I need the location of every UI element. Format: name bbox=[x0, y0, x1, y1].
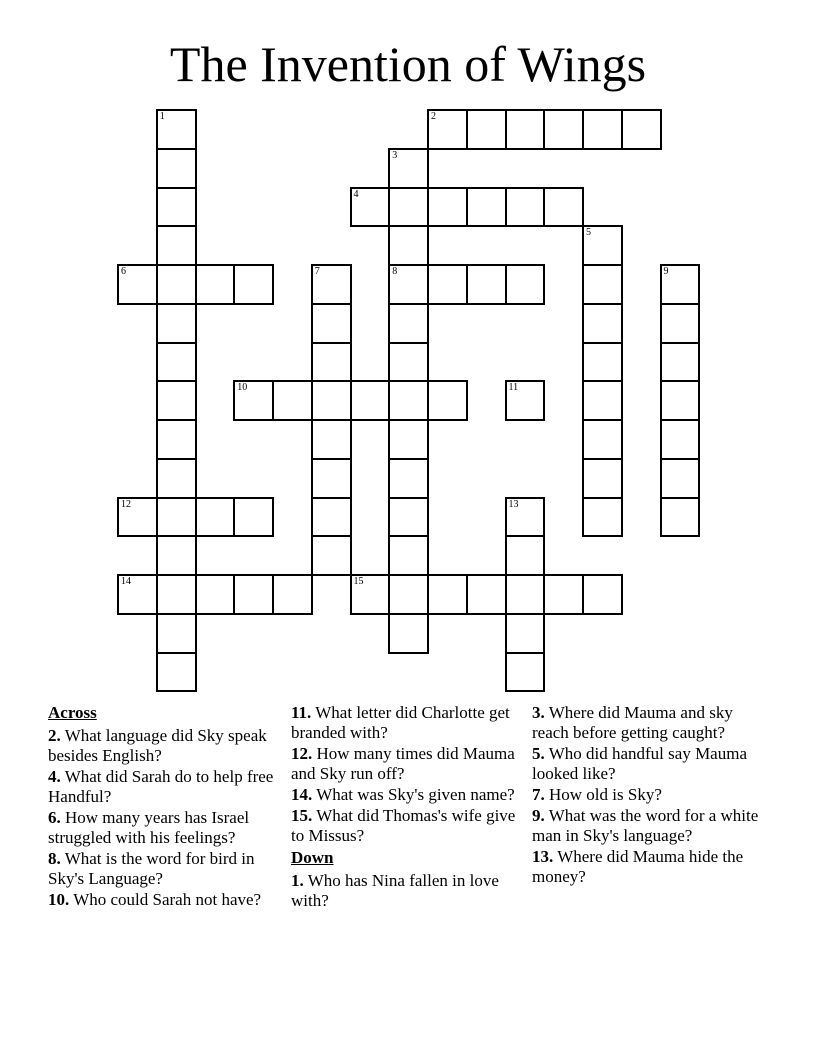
grid-cell[interactable] bbox=[233, 574, 274, 615]
grid-cell[interactable] bbox=[388, 419, 429, 460]
grid-cell[interactable] bbox=[427, 264, 468, 305]
clue-item-text: How old is Sky? bbox=[549, 785, 662, 804]
grid-cell[interactable] bbox=[388, 613, 429, 654]
grid-cell[interactable] bbox=[466, 187, 507, 228]
grid-cell[interactable] bbox=[156, 497, 197, 538]
grid-cell[interactable] bbox=[156, 264, 197, 305]
grid-cell[interactable] bbox=[195, 497, 236, 538]
crossword-grid bbox=[118, 110, 700, 692]
grid-cell[interactable] bbox=[311, 380, 352, 421]
grid-cell[interactable] bbox=[117, 497, 158, 538]
grid-cell[interactable] bbox=[427, 380, 468, 421]
clue-number: 2 bbox=[431, 111, 436, 122]
grid-cell[interactable] bbox=[660, 342, 701, 383]
grid-cell[interactable] bbox=[621, 109, 662, 150]
clue-item bbox=[291, 703, 526, 743]
grid-cell[interactable] bbox=[156, 574, 197, 615]
grid-cell[interactable] bbox=[582, 225, 623, 266]
grid-cell[interactable] bbox=[427, 574, 468, 615]
grid-cell[interactable] bbox=[660, 458, 701, 499]
clue-item-number: 15. bbox=[291, 806, 313, 825]
across-list-cont bbox=[291, 703, 526, 846]
grid-cell[interactable] bbox=[388, 342, 429, 383]
clue-item-number: 4. bbox=[48, 767, 61, 786]
grid-cell[interactable] bbox=[311, 497, 352, 538]
clue-item bbox=[291, 785, 526, 805]
clue-item-number: 1. bbox=[291, 871, 304, 890]
grid-cell[interactable] bbox=[350, 380, 391, 421]
grid-cell[interactable] bbox=[156, 187, 197, 228]
grid-cell[interactable] bbox=[505, 380, 546, 421]
grid-cell[interactable] bbox=[505, 535, 546, 576]
grid-cell[interactable] bbox=[582, 380, 623, 421]
grid-cell[interactable] bbox=[660, 264, 701, 305]
grid-cell[interactable] bbox=[582, 574, 623, 615]
clue-number: 9 bbox=[663, 266, 669, 277]
grid-cell[interactable] bbox=[388, 148, 429, 189]
grid-cell[interactable] bbox=[505, 187, 546, 228]
grid-cell[interactable] bbox=[311, 458, 352, 499]
grid-cell[interactable] bbox=[156, 109, 197, 150]
clue-item-text: What did Thomas's wife give to Missus? bbox=[291, 806, 516, 845]
clue-item bbox=[291, 806, 526, 846]
clue-item-number: 7. bbox=[532, 785, 545, 804]
grid-cell[interactable] bbox=[156, 380, 197, 421]
grid-cell[interactable] bbox=[543, 187, 584, 228]
clue-item-text: What is the word for bird in Sky's Language? bbox=[48, 849, 255, 888]
clue-number: 12 bbox=[121, 498, 131, 510]
down-list-cont bbox=[532, 703, 767, 887]
grid-cell[interactable] bbox=[505, 109, 546, 150]
clue-item-text: What did Sarah do to help free Handful? bbox=[48, 767, 274, 806]
clue-item bbox=[532, 847, 767, 887]
grid-cell[interactable] bbox=[388, 380, 429, 421]
clue-item-number: 6. bbox=[48, 808, 61, 827]
page-title: The Invention of Wings bbox=[169, 36, 647, 92]
clue-item-number: 13. bbox=[532, 847, 554, 866]
grid-cell[interactable] bbox=[660, 497, 701, 538]
clue-item bbox=[48, 890, 283, 910]
clue-item-text: How many years has Israel struggled with his feelings? bbox=[48, 808, 250, 847]
grid-cell[interactable] bbox=[156, 613, 197, 654]
grid-cell[interactable] bbox=[660, 380, 701, 421]
grid-cell[interactable] bbox=[660, 419, 701, 460]
grid-cell[interactable] bbox=[233, 264, 274, 305]
clue-number: 13 bbox=[508, 498, 519, 510]
down-list bbox=[291, 871, 526, 911]
clue-item bbox=[48, 767, 283, 807]
clue-item-text: How many times did Mauma and Sky run off? bbox=[291, 744, 515, 783]
clue-item bbox=[48, 849, 283, 889]
clue-item bbox=[291, 871, 526, 911]
grid-cell[interactable] bbox=[582, 109, 623, 150]
clue-number: 11 bbox=[508, 382, 519, 394]
grid-cell[interactable] bbox=[311, 535, 352, 576]
grid-cell[interactable] bbox=[311, 342, 352, 383]
grid-cell[interactable] bbox=[272, 574, 313, 615]
clues-column-2 bbox=[291, 703, 526, 912]
down-heading: Down bbox=[291, 848, 334, 867]
clue-number: 4 bbox=[353, 188, 359, 200]
clue-item-number: 9. bbox=[532, 806, 545, 825]
clue-item bbox=[532, 806, 767, 846]
clue-item-number: 14. bbox=[291, 785, 313, 804]
grid-cell[interactable] bbox=[543, 574, 584, 615]
across-list bbox=[48, 726, 283, 910]
clue-number: 7 bbox=[314, 266, 320, 277]
clues-column-1 bbox=[48, 703, 283, 911]
clue-number: 15 bbox=[353, 576, 364, 587]
grid-cell[interactable] bbox=[582, 264, 623, 305]
grid-cell[interactable] bbox=[156, 458, 197, 499]
clue-item-number: 12. bbox=[291, 744, 313, 763]
grid-cell[interactable] bbox=[388, 458, 429, 499]
grid-cell[interactable] bbox=[466, 109, 507, 150]
grid-cell[interactable] bbox=[388, 225, 429, 266]
clue-item bbox=[532, 703, 767, 743]
grid-cell[interactable] bbox=[505, 264, 546, 305]
grid-cell[interactable] bbox=[505, 574, 546, 615]
clue-item-text: What letter did Charlotte get branded with? bbox=[291, 703, 510, 742]
clue-item-text: Where did Mauma and sky reach before getting caught? bbox=[532, 703, 733, 742]
grid-cell[interactable] bbox=[582, 419, 623, 460]
across-heading: Across bbox=[48, 703, 97, 722]
clue-item-number: 3. bbox=[532, 703, 545, 722]
grid-cell[interactable] bbox=[388, 574, 429, 615]
grid-cell[interactable] bbox=[427, 187, 468, 228]
clue-number: 5 bbox=[586, 227, 591, 239]
grid-cell[interactable] bbox=[156, 419, 197, 460]
clue-item-number: 5. bbox=[532, 744, 545, 763]
grid-cell[interactable] bbox=[233, 380, 274, 421]
grid-cell[interactable] bbox=[505, 652, 546, 693]
grid-cell[interactable] bbox=[466, 264, 507, 305]
grid-cell[interactable] bbox=[505, 613, 546, 654]
clue-item bbox=[48, 808, 283, 848]
clue-number: 10 bbox=[237, 382, 248, 394]
grid-cell[interactable] bbox=[466, 574, 507, 615]
grid-cell[interactable] bbox=[272, 380, 313, 421]
clue-item-number: 2. bbox=[48, 726, 61, 745]
grid-cell[interactable] bbox=[388, 497, 429, 538]
grid-cell[interactable] bbox=[156, 652, 197, 693]
clue-item-text: Who has Nina fallen in love with? bbox=[291, 871, 499, 910]
grid-cell[interactable] bbox=[311, 303, 352, 344]
clue-number: 6 bbox=[121, 266, 126, 277]
grid-cell[interactable] bbox=[195, 574, 236, 615]
clue-item-text: Who did handful say Mauma looked like? bbox=[532, 744, 747, 783]
grid-cell[interactable] bbox=[582, 497, 623, 538]
grid-cell[interactable] bbox=[505, 497, 546, 538]
grid-cell[interactable] bbox=[388, 303, 429, 344]
clue-number: 8 bbox=[392, 266, 398, 277]
grid-cell[interactable] bbox=[582, 458, 623, 499]
grid-cell[interactable] bbox=[388, 187, 429, 228]
grid-cell[interactable] bbox=[388, 264, 429, 305]
clue-item-text: Where did Mauma hide the money? bbox=[532, 847, 744, 886]
grid-cell[interactable] bbox=[350, 574, 391, 615]
clue-item bbox=[532, 785, 767, 805]
grid-cell[interactable] bbox=[156, 303, 197, 344]
clue-item bbox=[532, 744, 767, 784]
grid-cell[interactable] bbox=[156, 535, 197, 576]
grid-cell[interactable] bbox=[233, 497, 274, 538]
grid-cell[interactable] bbox=[156, 342, 197, 383]
clue-item-number: 8. bbox=[48, 849, 61, 868]
grid-cell[interactable] bbox=[156, 148, 197, 189]
grid-cell[interactable] bbox=[582, 303, 623, 344]
grid-cell[interactable] bbox=[350, 187, 391, 228]
clue-number: 14 bbox=[121, 576, 131, 587]
grid-cell[interactable] bbox=[311, 264, 352, 305]
clue-item-number: 11. bbox=[291, 703, 312, 722]
grid-cell[interactable] bbox=[195, 264, 236, 305]
grid-cell[interactable] bbox=[582, 342, 623, 383]
grid-cell[interactable] bbox=[311, 419, 352, 460]
clue-item-text: Who could Sarah not have? bbox=[73, 890, 262, 909]
grid-cell[interactable] bbox=[543, 109, 584, 150]
grid-cell[interactable] bbox=[660, 303, 701, 344]
grid-cell[interactable] bbox=[117, 264, 158, 305]
clue-number: 1 bbox=[159, 111, 165, 122]
clue-number: 3 bbox=[392, 149, 398, 161]
clue-item bbox=[48, 726, 283, 766]
grid-cell[interactable] bbox=[388, 535, 429, 576]
grid-cell[interactable] bbox=[117, 574, 158, 615]
clue-item bbox=[291, 744, 526, 784]
grid-cell[interactable] bbox=[427, 109, 468, 150]
clue-item-number: 10. bbox=[48, 890, 70, 909]
clue-item-text: What was the word for a white man in Sky's language? bbox=[532, 806, 759, 845]
clue-item-text: What language did Sky speak besides English? bbox=[48, 726, 267, 765]
grid-cell[interactable] bbox=[156, 225, 197, 266]
clues-column-3 bbox=[532, 703, 767, 888]
clue-item-text: What was Sky's given name? bbox=[316, 785, 515, 804]
